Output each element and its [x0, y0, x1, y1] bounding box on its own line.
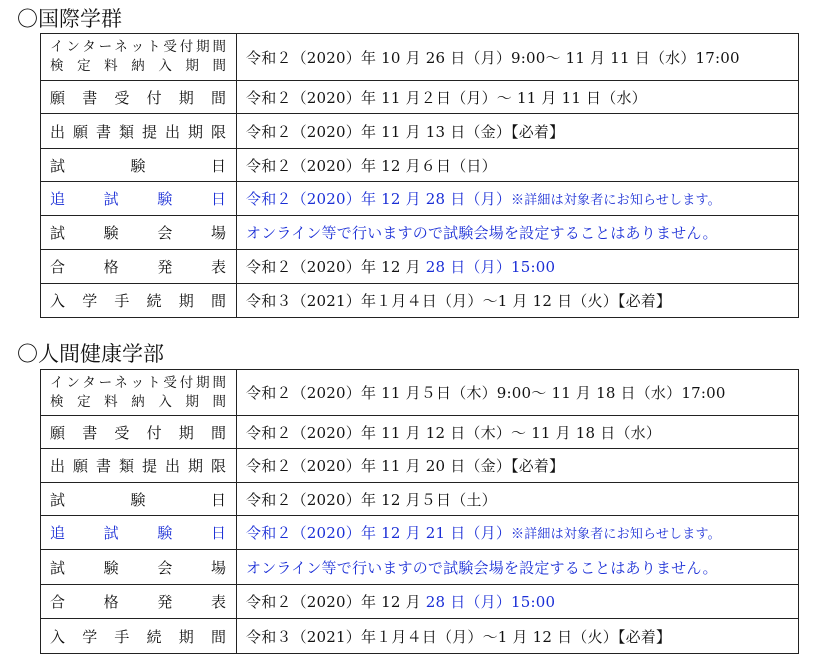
- row-label: 合格発表: [41, 250, 237, 284]
- row-value: 令和２（2020）年 11 月５日（木）9:00～ 11 月 18 日（水）17:00: [237, 370, 799, 416]
- row-label-line: 検定料納入期間: [50, 393, 226, 410]
- table-row: [41, 114, 799, 149]
- row-value: 令和３（2021）年１月４日（月）～1 月 12 日（火）【必着】: [237, 284, 799, 318]
- row-value: 令和２（2020）年 11 月 12 日（木）～ 11 月 18 日（水）: [237, 416, 799, 449]
- row-value: [237, 585, 799, 619]
- section-title: 〇国際学群: [17, 7, 122, 31]
- table-row: [41, 284, 799, 318]
- table-row: [41, 550, 799, 585]
- note-text: ※詳細は対象者にお知らせします。: [511, 193, 721, 208]
- row-value: [237, 250, 799, 284]
- row-label-line: インターネット受付期間: [50, 39, 226, 55]
- row-value: 令和２（2020）年 12 月６日（日）: [237, 149, 799, 182]
- date-text-highlight: 28 日（月）15:00: [425, 258, 556, 276]
- date-text-highlight: 28 日（月）15:00: [425, 593, 556, 611]
- row-value: オンライン等で行いますので試験会場を設定することはありません。: [237, 550, 799, 585]
- row-label: 試験日: [41, 483, 237, 516]
- table-row: [41, 449, 799, 483]
- row-label: 合格発表: [41, 585, 237, 619]
- table-row: [41, 619, 799, 654]
- date-text: 令和２（2020）年 12 月 21 日（月）: [246, 524, 512, 542]
- row-label: 試験会場: [41, 550, 237, 585]
- row-value: 令和２（2020）年 12 月５日（土）: [237, 483, 799, 516]
- table-row: [41, 483, 799, 516]
- table-row: [41, 149, 799, 182]
- row-label: [41, 34, 237, 81]
- date-text: 令和２（2020）年 12 月 28 日（月）: [246, 190, 512, 208]
- row-label: [41, 370, 237, 416]
- table-row: [41, 182, 799, 216]
- row-value: 令和２（2020）年 11 月 13 日（金）【必着】: [237, 114, 799, 149]
- row-label: 願書受付期間: [41, 416, 237, 449]
- row-label-line: インターネット受付期間: [50, 374, 226, 391]
- row-label: 入学手続期間: [41, 284, 237, 318]
- row-label: 願書受付期間: [41, 81, 237, 114]
- table-row: [41, 250, 799, 284]
- table-row: [41, 585, 799, 619]
- row-label: 出願書類提出期限: [41, 114, 237, 149]
- table-row: [41, 81, 799, 114]
- row-value: 令和２（2020）年 10 月 26 日（月）9:00～ 11 月 11 日（水）17:00: [237, 34, 799, 81]
- schedule-table: [40, 369, 799, 654]
- row-label: 追試験日: [41, 516, 237, 550]
- note-text: ※詳細は対象者にお知らせします。: [511, 527, 721, 542]
- row-value: 令和３（2021）年１月４日（月）～1 月 12 日（火）【必着】: [237, 619, 799, 654]
- schedule-table: [40, 33, 799, 318]
- table-row: [41, 416, 799, 449]
- date-text: 令和２（2020）年 12 月: [246, 258, 426, 276]
- row-label-line: 検定料納入期間: [50, 58, 226, 74]
- section-title: 〇人間健康学部: [17, 342, 164, 366]
- row-label: 追試験日: [41, 182, 237, 216]
- row-value: [237, 182, 799, 216]
- row-label: 入学手続期間: [41, 619, 237, 654]
- row-label: 試験日: [41, 149, 237, 182]
- table-row: [41, 516, 799, 550]
- row-value: 令和２（2020）年 11 月 20 日（金）【必着】: [237, 449, 799, 483]
- row-value: 令和２（2020）年 11 月２日（月）～ 11 月 11 日（水）: [237, 81, 799, 114]
- row-label: 試験会場: [41, 216, 237, 250]
- row-value: オンライン等で行いますので試験会場を設定することはありません。: [237, 216, 799, 250]
- row-label: 出願書類提出期限: [41, 449, 237, 483]
- row-value: [237, 516, 799, 550]
- table-row: [41, 370, 799, 416]
- table-row: [41, 216, 799, 250]
- table-row: [41, 34, 799, 81]
- date-text: 令和２（2020）年 12 月: [246, 593, 426, 611]
